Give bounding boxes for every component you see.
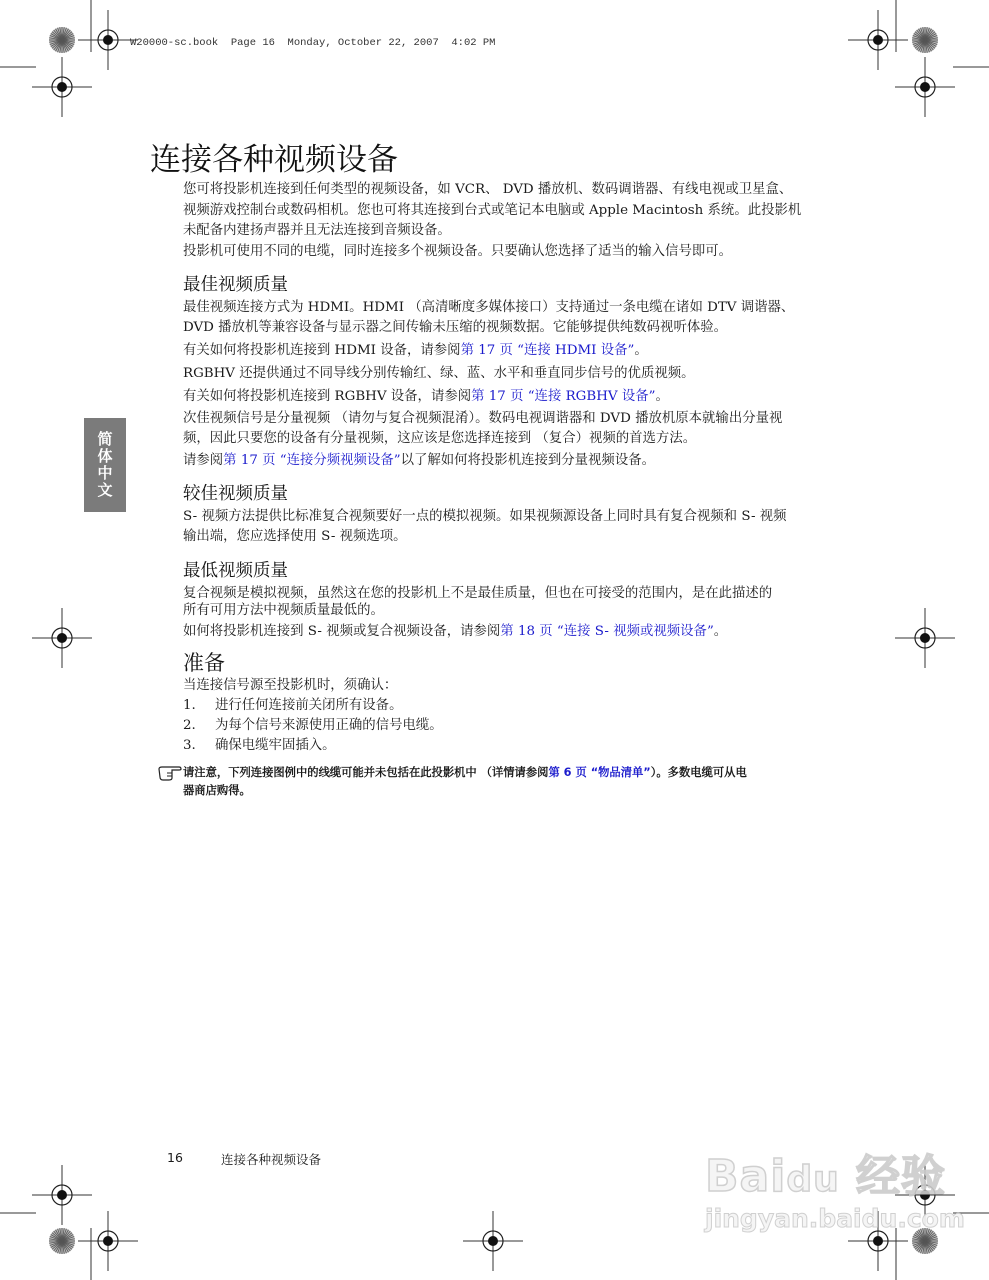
section-heading bbox=[183, 559, 288, 583]
text-segment: 最佳视频质量 bbox=[183, 275, 288, 295]
section-heading bbox=[183, 273, 288, 297]
watermark-logo: Baidu 经验 bbox=[705, 1151, 947, 1202]
note-text bbox=[183, 764, 747, 782]
registration-dot bbox=[57, 1190, 67, 1200]
text-segment: 请参阅 bbox=[183, 453, 224, 468]
paragraph-line bbox=[183, 601, 384, 621]
page-number: 16 bbox=[167, 1150, 183, 1165]
cross-reference-link[interactable]: 第 17 页 “连接 RGBHV 设备” bbox=[471, 389, 656, 404]
list-item bbox=[183, 716, 443, 736]
paragraph-line bbox=[183, 451, 655, 471]
paragraph-line bbox=[183, 409, 782, 429]
text-segment: 确保电缆牢固插入。 bbox=[215, 738, 336, 753]
language-label: 简体中文 bbox=[95, 431, 114, 499]
text-segment: 未配备内建扬声器并且无法连接到音频设备。 bbox=[183, 223, 451, 238]
paragraph-line bbox=[183, 622, 727, 642]
text-segment: S- 视频方法提供比标准复合视频要好一点的模拟视频。如果视频源设备上同时具有复合视频和 S- 视频 bbox=[183, 509, 787, 524]
paragraph-line bbox=[183, 676, 397, 696]
cross-reference-link[interactable]: 第 17 页 “连接分频视频设备” bbox=[223, 453, 401, 468]
footer-chapter: 连接各种视频设备 bbox=[221, 1152, 322, 1167]
paragraph-line bbox=[183, 242, 732, 262]
section-heading bbox=[183, 482, 288, 506]
text-segment: 有关如何将投影机连接到 HDMI 设备，请参阅 bbox=[183, 343, 461, 358]
text-segment: 所有可用方法中视频质量最低的。 bbox=[183, 603, 384, 618]
registration-dot bbox=[873, 1236, 883, 1246]
text-segment: 次佳视频信号是分量视频 （请勿与复合视频混淆）。数码电视调谐器和 DVD 播放机原本就输出分量视 bbox=[183, 411, 783, 426]
text-segment: 如何将投影机连接到 S- 视频或复合视频设备，请参阅 bbox=[183, 624, 501, 639]
text-segment: 。 bbox=[655, 389, 669, 404]
cross-reference-link[interactable]: 第 17 页 “连接 HDMI 设备” bbox=[460, 343, 635, 358]
language-side-tab bbox=[84, 418, 126, 512]
pointing-hand-icon bbox=[158, 765, 182, 781]
note-text bbox=[183, 782, 251, 800]
text-segment: 。 bbox=[713, 624, 728, 639]
list-number: 3. bbox=[183, 738, 196, 753]
paragraph-line bbox=[183, 507, 787, 527]
text-segment: DVD 播放机等兼容设备与显示器之间传输未压缩的视频数据。它能够提供纯数码视听体验。 bbox=[183, 320, 728, 335]
text-segment: 较佳视频质量 bbox=[183, 484, 288, 504]
registration-dot bbox=[57, 633, 67, 643]
text-segment: ）。多数电缆可从电 bbox=[650, 766, 747, 779]
text-segment: 输出端，您应选择使用 S- 视频选项。 bbox=[183, 529, 407, 544]
list-item bbox=[183, 736, 336, 756]
text-segment: 。 bbox=[634, 343, 648, 358]
text-segment: 以了解如何将投影机连接到分量视频设备。 bbox=[400, 453, 655, 468]
text-segment: 准备 bbox=[183, 651, 225, 675]
text-segment: 最低视频质量 bbox=[183, 561, 288, 581]
paragraph-line bbox=[183, 387, 669, 407]
paragraph-line bbox=[183, 364, 695, 384]
text-segment: 投影机可使用不同的电缆，同时连接多个视频设备。只要确认您选择了适当的输入信号即可。 bbox=[183, 244, 733, 259]
baidu-watermark bbox=[705, 1140, 965, 1233]
registration-dot bbox=[103, 1236, 113, 1246]
text-segment: 复合视频是模拟视频，虽然这在您的投影机上不是最佳质量，但也在可接受的范围内，是在此描述的 bbox=[183, 586, 773, 601]
cross-reference-link[interactable]: 第 6 页 “物品清单” bbox=[548, 766, 651, 779]
paragraph-line bbox=[183, 298, 794, 318]
registration-dot bbox=[57, 82, 67, 92]
paragraph-line bbox=[183, 527, 407, 547]
text-segment: 最佳视频连接方式为 HDMI。HDMI （高清晰度多媒体接口）支持通过一条电缆在诸如 DTV 调谐器、 bbox=[183, 300, 795, 315]
print-header: W20000-sc.book Page 16 Monday, October 22, 2007 4:02 PM bbox=[130, 37, 496, 49]
section-heading bbox=[183, 649, 225, 677]
text-segment: 当连接信号源至投影机时，须确认： bbox=[183, 678, 398, 693]
list-item bbox=[183, 696, 402, 716]
paragraph-line bbox=[183, 201, 801, 221]
registration-dot bbox=[103, 35, 113, 45]
text-segment: 您可将投影机连接到任何类型的视频设备，如 VCR、 DVD 播放机、数码调谐器、有线电视或卫星盒、 bbox=[183, 182, 793, 197]
paragraph-line bbox=[183, 341, 648, 361]
page-title: 连接各种视频设备 bbox=[150, 142, 398, 178]
list-number: 2. bbox=[183, 718, 196, 733]
text-segment: 器商店购得。 bbox=[183, 784, 251, 797]
watermark-url: jingyan.baidu.com bbox=[705, 1204, 965, 1233]
text-segment: 视频游戏控制台或数码相机。您也可将其连接到台式或笔记本电脑或 Apple Macintosh 系统。此投影机 bbox=[183, 203, 802, 218]
text-segment: 有关如何将投影机连接到 RGBHV 设备，请参阅 bbox=[183, 389, 472, 404]
list-number: 1. bbox=[183, 698, 196, 713]
registration-dot bbox=[873, 35, 883, 45]
cross-reference-link[interactable]: 第 18 页 “连接 S- 视频或视频设备” bbox=[500, 624, 714, 639]
paragraph-line bbox=[183, 318, 727, 338]
registration-dot bbox=[920, 82, 930, 92]
text-segment: RGBHV 还提供通过不同导线分别传输红、绿、蓝、水平和垂直同步信号的优质视频。 bbox=[183, 366, 695, 381]
text-segment: 为每个信号来源使用正确的信号电缆。 bbox=[215, 718, 443, 733]
text-segment: 进行任何连接前关闭所有设备。 bbox=[215, 698, 403, 713]
paragraph-line bbox=[183, 429, 696, 449]
paragraph-line bbox=[183, 221, 451, 241]
text-segment: 频，因此只要您的设备有分量视频，这应该是您选择连接到 （复合）视频的首选方法。 bbox=[183, 431, 697, 446]
registration-dot bbox=[920, 633, 930, 643]
registration-dot bbox=[488, 1236, 498, 1246]
text-segment: 请注意，下列连接图例中的线缆可能并未包括在此投影机中 （详情请参阅 bbox=[183, 766, 549, 779]
paragraph-line bbox=[183, 180, 792, 200]
